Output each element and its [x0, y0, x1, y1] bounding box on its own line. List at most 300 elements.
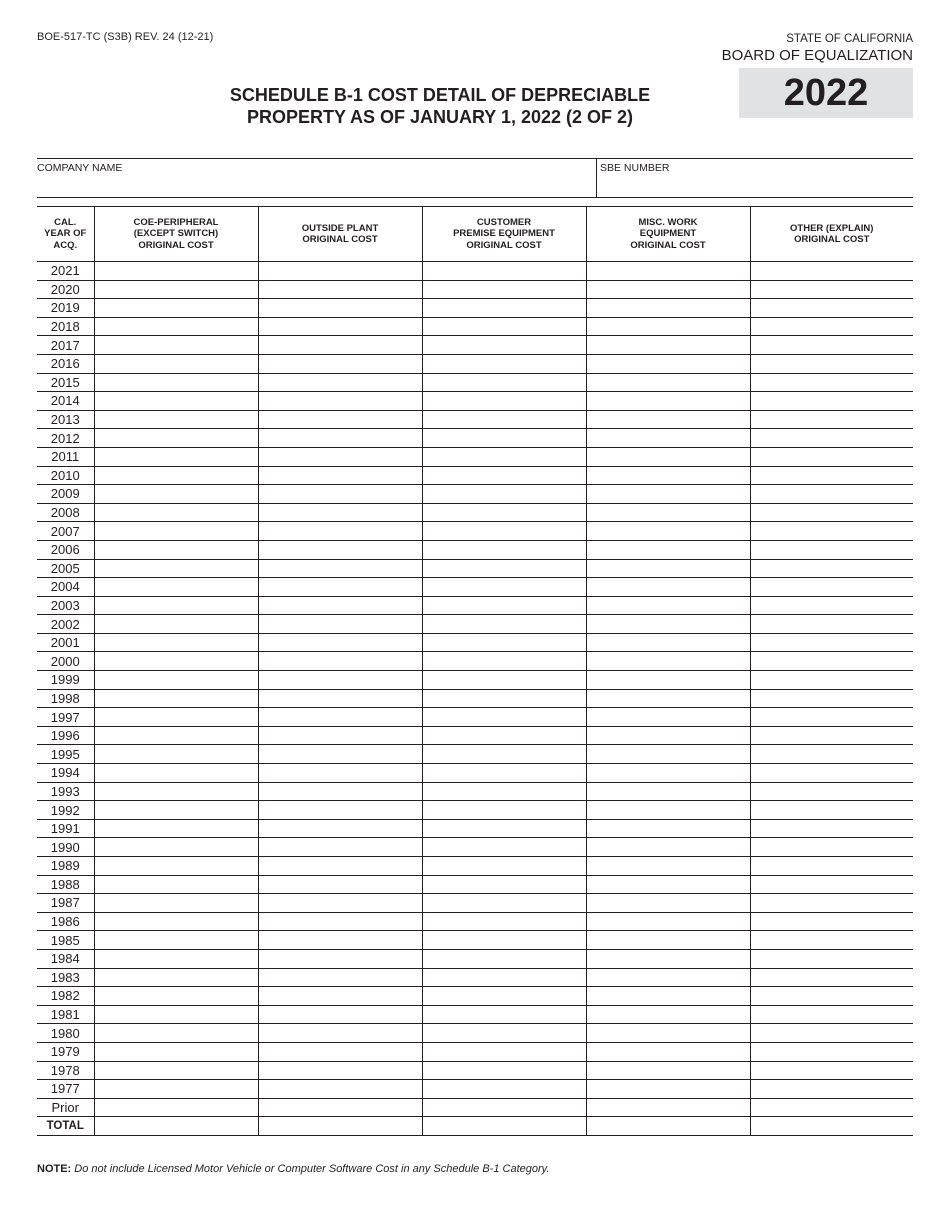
other-cost-cell[interactable] [750, 373, 913, 392]
total-other-cost-cell[interactable] [750, 1117, 913, 1136]
misc-work-cost-cell[interactable] [586, 522, 750, 541]
other-cost-cell[interactable] [750, 354, 913, 373]
coe-peripheral-cost-cell[interactable] [94, 578, 258, 597]
customer-premise-cost-cell[interactable] [422, 280, 586, 299]
column-header-line: OTHER (EXPLAIN) [790, 222, 874, 234]
coe-peripheral-cost-cell[interactable] [94, 280, 258, 299]
customer-premise-cost-cell[interactable] [422, 262, 586, 281]
coe-peripheral-cost-cell[interactable] [94, 987, 258, 1006]
outside-plant-cost-cell[interactable] [258, 931, 422, 950]
misc-work-cost-cell[interactable] [586, 317, 750, 336]
other-cost-cell[interactable] [750, 671, 913, 690]
misc-work-cost-cell[interactable] [586, 1061, 750, 1080]
misc-work-cost-cell[interactable] [586, 912, 750, 931]
customer-premise-cost-cell[interactable] [422, 1080, 586, 1099]
outside-plant-cost-cell[interactable] [258, 689, 422, 708]
customer-premise-cost-cell[interactable] [422, 652, 586, 671]
outside-plant-cost-cell[interactable] [258, 633, 422, 652]
other-cost-cell[interactable] [750, 726, 913, 745]
year-cell: 2017 [37, 336, 94, 355]
customer-premise-cost-cell[interactable] [422, 689, 586, 708]
year-cell: 1991 [37, 819, 94, 838]
misc-work-cost-cell[interactable] [586, 578, 750, 597]
other-cost-cell[interactable] [750, 894, 913, 913]
other-cost-cell[interactable] [750, 912, 913, 931]
outside-plant-cost-cell[interactable] [258, 838, 422, 857]
company-name-field[interactable] [37, 159, 596, 197]
coe-peripheral-cost-cell[interactable] [94, 1098, 258, 1117]
table-row [37, 429, 913, 448]
col-outside-plant-header [258, 207, 422, 262]
total-row [37, 1117, 913, 1136]
customer-premise-cost-cell[interactable] [422, 726, 586, 745]
year-cell: 1981 [37, 1005, 94, 1024]
coe-peripheral-cost-cell[interactable] [94, 410, 258, 429]
coe-peripheral-cost-cell[interactable] [94, 429, 258, 448]
col-year-header [37, 207, 94, 262]
outside-plant-cost-cell[interactable] [258, 1005, 422, 1024]
year-cell: 1978 [37, 1061, 94, 1080]
outside-plant-cost-cell[interactable] [258, 559, 422, 578]
outside-plant-cost-cell[interactable] [258, 1042, 422, 1061]
other-cost-cell[interactable] [750, 801, 913, 820]
customer-premise-cost-cell[interactable] [422, 447, 586, 466]
coe-peripheral-cost-cell[interactable] [94, 875, 258, 894]
identification-row [37, 158, 913, 198]
total-customer-premise-cost-cell[interactable] [422, 1117, 586, 1136]
other-cost-cell[interactable] [750, 410, 913, 429]
total-coe-peripheral-cost-cell[interactable] [94, 1117, 258, 1136]
coe-peripheral-cost-cell[interactable] [94, 689, 258, 708]
customer-premise-cost-cell[interactable] [422, 1042, 586, 1061]
customer-premise-cost-cell[interactable] [422, 745, 586, 764]
misc-work-cost-cell[interactable] [586, 299, 750, 318]
misc-work-cost-cell[interactable] [586, 801, 750, 820]
misc-work-cost-cell[interactable] [586, 875, 750, 894]
customer-premise-cost-cell[interactable] [422, 1024, 586, 1043]
misc-work-cost-cell[interactable] [586, 596, 750, 615]
other-cost-cell[interactable] [750, 596, 913, 615]
other-cost-cell[interactable] [750, 745, 913, 764]
coe-peripheral-cost-cell[interactable] [94, 801, 258, 820]
other-cost-cell[interactable] [750, 838, 913, 857]
table-row [37, 262, 913, 281]
outside-plant-cost-cell[interactable] [258, 1080, 422, 1099]
misc-work-cost-cell[interactable] [586, 540, 750, 559]
misc-work-cost-cell[interactable] [586, 1098, 750, 1117]
table-row [37, 503, 913, 522]
table-row [37, 801, 913, 820]
outside-plant-cost-cell[interactable] [258, 745, 422, 764]
outside-plant-cost-cell[interactable] [258, 726, 422, 745]
outside-plant-cost-cell[interactable] [258, 782, 422, 801]
other-cost-cell[interactable] [750, 1098, 913, 1117]
year-cell: 2016 [37, 354, 94, 373]
outside-plant-cost-cell[interactable] [258, 354, 422, 373]
misc-work-cost-cell[interactable] [586, 447, 750, 466]
misc-work-cost-cell[interactable] [586, 336, 750, 355]
table-row [37, 968, 913, 987]
other-cost-cell[interactable] [750, 987, 913, 1006]
table-row [37, 410, 913, 429]
misc-work-cost-cell[interactable] [586, 726, 750, 745]
table-row [37, 540, 913, 559]
year-cell: 1986 [37, 912, 94, 931]
note-text: Do not include Licensed Motor Vehicle or Computer Software Cost in any Schedule B-1 Category. [74, 1163, 550, 1175]
table-row [37, 447, 913, 466]
customer-premise-cost-cell[interactable] [422, 764, 586, 783]
other-cost-cell[interactable] [750, 503, 913, 522]
year-cell: 2005 [37, 559, 94, 578]
other-cost-cell[interactable] [750, 1005, 913, 1024]
year-cell: 2010 [37, 466, 94, 485]
total-misc-work-cost-cell[interactable] [586, 1117, 750, 1136]
customer-premise-cost-cell[interactable] [422, 466, 586, 485]
year-cell: 2009 [37, 485, 94, 504]
coe-peripheral-cost-cell[interactable] [94, 819, 258, 838]
coe-peripheral-cost-cell[interactable] [94, 1042, 258, 1061]
customer-premise-cost-cell[interactable] [422, 392, 586, 411]
coe-peripheral-cost-cell[interactable] [94, 466, 258, 485]
other-cost-cell[interactable] [750, 1080, 913, 1099]
customer-premise-cost-cell[interactable] [422, 336, 586, 355]
year-cell: 1988 [37, 875, 94, 894]
year-cell: 1977 [37, 1080, 94, 1099]
customer-premise-cost-cell[interactable] [422, 912, 586, 931]
misc-work-cost-cell[interactable] [586, 503, 750, 522]
misc-work-cost-cell[interactable] [586, 931, 750, 950]
outside-plant-cost-cell[interactable] [258, 280, 422, 299]
customer-premise-cost-cell[interactable] [422, 949, 586, 968]
customer-premise-cost-cell[interactable] [422, 633, 586, 652]
coe-peripheral-cost-cell[interactable] [94, 392, 258, 411]
outside-plant-cost-cell[interactable] [258, 968, 422, 987]
year-badge: 2022 [739, 68, 913, 118]
coe-peripheral-cost-cell[interactable] [94, 857, 258, 876]
customer-premise-cost-cell[interactable] [422, 429, 586, 448]
outside-plant-cost-cell[interactable] [258, 764, 422, 783]
table-row [37, 782, 913, 801]
misc-work-cost-cell[interactable] [586, 466, 750, 485]
customer-premise-cost-cell[interactable] [422, 671, 586, 690]
customer-premise-cost-cell[interactable] [422, 857, 586, 876]
other-cost-cell[interactable] [750, 633, 913, 652]
other-cost-cell[interactable] [750, 317, 913, 336]
table-row [37, 1061, 913, 1080]
coe-peripheral-cost-cell[interactable] [94, 708, 258, 727]
misc-work-cost-cell[interactable] [586, 262, 750, 281]
misc-work-cost-cell[interactable] [586, 373, 750, 392]
outside-plant-cost-cell[interactable] [258, 578, 422, 597]
year-cell: Prior [37, 1098, 94, 1117]
misc-work-cost-cell[interactable] [586, 392, 750, 411]
customer-premise-cost-cell[interactable] [422, 987, 586, 1006]
coe-peripheral-cost-cell[interactable] [94, 1024, 258, 1043]
outside-plant-cost-cell[interactable] [258, 429, 422, 448]
coe-peripheral-cost-cell[interactable] [94, 373, 258, 392]
other-cost-cell[interactable] [750, 968, 913, 987]
customer-premise-cost-cell[interactable] [422, 968, 586, 987]
year-cell: 1996 [37, 726, 94, 745]
misc-work-cost-cell[interactable] [586, 857, 750, 876]
misc-work-cost-cell[interactable] [586, 1024, 750, 1043]
customer-premise-cost-cell[interactable] [422, 373, 586, 392]
misc-work-cost-cell[interactable] [586, 633, 750, 652]
coe-peripheral-cost-cell[interactable] [94, 745, 258, 764]
year-cell: 2002 [37, 615, 94, 634]
misc-work-cost-cell[interactable] [586, 745, 750, 764]
table-row [37, 671, 913, 690]
outside-plant-cost-cell[interactable] [258, 373, 422, 392]
coe-peripheral-cost-cell[interactable] [94, 726, 258, 745]
outside-plant-cost-cell[interactable] [258, 336, 422, 355]
customer-premise-cost-cell[interactable] [422, 801, 586, 820]
coe-peripheral-cost-cell[interactable] [94, 764, 258, 783]
year-cell: 2007 [37, 522, 94, 541]
other-cost-cell[interactable] [750, 875, 913, 894]
misc-work-cost-cell[interactable] [586, 838, 750, 857]
other-cost-cell[interactable] [750, 540, 913, 559]
coe-peripheral-cost-cell[interactable] [94, 782, 258, 801]
outside-plant-cost-cell[interactable] [258, 857, 422, 876]
other-cost-cell[interactable] [750, 652, 913, 671]
coe-peripheral-cost-cell[interactable] [94, 354, 258, 373]
other-cost-cell[interactable] [750, 1024, 913, 1043]
customer-premise-cost-cell[interactable] [422, 1061, 586, 1080]
column-header-line: COE-PERIPHERAL [133, 216, 219, 228]
outside-plant-cost-cell[interactable] [258, 466, 422, 485]
customer-premise-cost-cell[interactable] [422, 894, 586, 913]
year-cell: 2015 [37, 373, 94, 392]
table-row [37, 708, 913, 727]
other-cost-cell[interactable] [750, 764, 913, 783]
column-header-line: OUTSIDE PLANT [301, 222, 379, 234]
misc-work-cost-cell[interactable] [586, 689, 750, 708]
other-cost-cell[interactable] [750, 336, 913, 355]
other-cost-cell[interactable] [750, 949, 913, 968]
other-cost-cell[interactable] [750, 857, 913, 876]
coe-peripheral-cost-cell[interactable] [94, 317, 258, 336]
table-row [37, 987, 913, 1006]
column-header-line: PREMISE EQUIPMENT [453, 228, 555, 240]
total-label: TOTAL [37, 1117, 94, 1136]
year-cell: 2001 [37, 633, 94, 652]
outside-plant-cost-cell[interactable] [258, 987, 422, 1006]
outside-plant-cost-cell[interactable] [258, 671, 422, 690]
coe-peripheral-cost-cell[interactable] [94, 838, 258, 857]
misc-work-cost-cell[interactable] [586, 280, 750, 299]
customer-premise-cost-cell[interactable] [422, 708, 586, 727]
misc-work-cost-cell[interactable] [586, 1080, 750, 1099]
year-cell: 2020 [37, 280, 94, 299]
misc-work-cost-cell[interactable] [586, 652, 750, 671]
customer-premise-cost-cell[interactable] [422, 522, 586, 541]
misc-work-cost-cell[interactable] [586, 615, 750, 634]
outside-plant-cost-cell[interactable] [258, 1098, 422, 1117]
outside-plant-cost-cell[interactable] [258, 1061, 422, 1080]
outside-plant-cost-cell[interactable] [258, 801, 422, 820]
table-row [37, 280, 913, 299]
outside-plant-cost-cell[interactable] [258, 615, 422, 634]
year-cell: 1998 [37, 689, 94, 708]
other-cost-cell[interactable] [750, 522, 913, 541]
year-cell: 2018 [37, 317, 94, 336]
misc-work-cost-cell[interactable] [586, 485, 750, 504]
customer-premise-cost-cell[interactable] [422, 559, 586, 578]
sbe-number-field[interactable] [596, 159, 913, 197]
misc-work-cost-cell[interactable] [586, 1005, 750, 1024]
customer-premise-cost-cell[interactable] [422, 354, 586, 373]
outside-plant-cost-cell[interactable] [258, 652, 422, 671]
other-cost-cell[interactable] [750, 262, 913, 281]
coe-peripheral-cost-cell[interactable] [94, 540, 258, 559]
table-row [37, 615, 913, 634]
outside-plant-cost-cell[interactable] [258, 447, 422, 466]
coe-peripheral-cost-cell[interactable] [94, 894, 258, 913]
other-cost-cell[interactable] [750, 447, 913, 466]
misc-work-cost-cell[interactable] [586, 1042, 750, 1061]
outside-plant-cost-cell[interactable] [258, 1024, 422, 1043]
outside-plant-cost-cell[interactable] [258, 819, 422, 838]
misc-work-cost-cell[interactable] [586, 987, 750, 1006]
other-cost-cell[interactable] [750, 689, 913, 708]
other-cost-cell[interactable] [750, 931, 913, 950]
outside-plant-cost-cell[interactable] [258, 708, 422, 727]
customer-premise-cost-cell[interactable] [422, 540, 586, 559]
outside-plant-cost-cell[interactable] [258, 485, 422, 504]
coe-peripheral-cost-cell[interactable] [94, 912, 258, 931]
other-cost-cell[interactable] [750, 615, 913, 634]
customer-premise-cost-cell[interactable] [422, 615, 586, 634]
other-cost-cell[interactable] [750, 1042, 913, 1061]
misc-work-cost-cell[interactable] [586, 819, 750, 838]
year-cell: 2021 [37, 262, 94, 281]
coe-peripheral-cost-cell[interactable] [94, 633, 258, 652]
outside-plant-cost-cell[interactable] [258, 596, 422, 615]
misc-work-cost-cell[interactable] [586, 671, 750, 690]
coe-peripheral-cost-cell[interactable] [94, 671, 258, 690]
other-cost-cell[interactable] [750, 782, 913, 801]
col-coe-peripheral-header [94, 207, 258, 262]
outside-plant-cost-cell[interactable] [258, 392, 422, 411]
misc-work-cost-cell[interactable] [586, 949, 750, 968]
customer-premise-cost-cell[interactable] [422, 578, 586, 597]
coe-peripheral-cost-cell[interactable] [94, 949, 258, 968]
customer-premise-cost-cell[interactable] [422, 819, 586, 838]
coe-peripheral-cost-cell[interactable] [94, 485, 258, 504]
coe-peripheral-cost-cell[interactable] [94, 262, 258, 281]
other-cost-cell[interactable] [750, 578, 913, 597]
customer-premise-cost-cell[interactable] [422, 782, 586, 801]
total-outside-plant-cost-cell[interactable] [258, 1117, 422, 1136]
outside-plant-cost-cell[interactable] [258, 540, 422, 559]
outside-plant-cost-cell[interactable] [258, 912, 422, 931]
table-row [37, 819, 913, 838]
table-row [37, 1080, 913, 1099]
other-cost-cell[interactable] [750, 392, 913, 411]
misc-work-cost-cell[interactable] [586, 708, 750, 727]
coe-peripheral-cost-cell[interactable] [94, 968, 258, 987]
other-cost-cell[interactable] [750, 429, 913, 448]
coe-peripheral-cost-cell[interactable] [94, 522, 258, 541]
misc-work-cost-cell[interactable] [586, 410, 750, 429]
other-cost-cell[interactable] [750, 299, 913, 318]
misc-work-cost-cell[interactable] [586, 559, 750, 578]
column-header-line: CAL. [54, 216, 77, 228]
coe-peripheral-cost-cell[interactable] [94, 1080, 258, 1099]
column-header-line: (EXCEPT SWITCH) [133, 228, 219, 240]
column-header-line: ORIGINAL COST [630, 239, 706, 251]
coe-peripheral-cost-cell[interactable] [94, 1005, 258, 1024]
customer-premise-cost-cell[interactable] [422, 317, 586, 336]
other-cost-cell[interactable] [750, 280, 913, 299]
form-id: BOE-517-TC (S3B) REV. 24 (12-21) [37, 31, 214, 43]
year-cell: 1980 [37, 1024, 94, 1043]
misc-work-cost-cell[interactable] [586, 782, 750, 801]
outside-plant-cost-cell[interactable] [258, 299, 422, 318]
table-row [37, 466, 913, 485]
other-cost-cell[interactable] [750, 559, 913, 578]
coe-peripheral-cost-cell[interactable] [94, 299, 258, 318]
coe-peripheral-cost-cell[interactable] [94, 596, 258, 615]
outside-plant-cost-cell[interactable] [258, 875, 422, 894]
year-cell: 2000 [37, 652, 94, 671]
table-row [37, 1024, 913, 1043]
table-row [37, 875, 913, 894]
customer-premise-cost-cell[interactable] [422, 838, 586, 857]
other-cost-cell[interactable] [750, 708, 913, 727]
other-cost-cell[interactable] [750, 466, 913, 485]
outside-plant-cost-cell[interactable] [258, 949, 422, 968]
misc-work-cost-cell[interactable] [586, 764, 750, 783]
outside-plant-cost-cell[interactable] [258, 894, 422, 913]
outside-plant-cost-cell[interactable] [258, 503, 422, 522]
col-misc-work-header [586, 207, 750, 262]
misc-work-cost-cell[interactable] [586, 429, 750, 448]
customer-premise-cost-cell[interactable] [422, 1098, 586, 1117]
customer-premise-cost-cell[interactable] [422, 1005, 586, 1024]
coe-peripheral-cost-cell[interactable] [94, 447, 258, 466]
outside-plant-cost-cell[interactable] [258, 317, 422, 336]
coe-peripheral-cost-cell[interactable] [94, 336, 258, 355]
customer-premise-cost-cell[interactable] [422, 596, 586, 615]
outside-plant-cost-cell[interactable] [258, 410, 422, 429]
other-cost-cell[interactable] [750, 1061, 913, 1080]
coe-peripheral-cost-cell[interactable] [94, 1061, 258, 1080]
year-cell: 1993 [37, 782, 94, 801]
other-cost-cell[interactable] [750, 485, 913, 504]
customer-premise-cost-cell[interactable] [422, 503, 586, 522]
customer-premise-cost-cell[interactable] [422, 299, 586, 318]
other-cost-cell[interactable] [750, 819, 913, 838]
coe-peripheral-cost-cell[interactable] [94, 931, 258, 950]
coe-peripheral-cost-cell[interactable] [94, 652, 258, 671]
misc-work-cost-cell[interactable] [586, 968, 750, 987]
outside-plant-cost-cell[interactable] [258, 522, 422, 541]
coe-peripheral-cost-cell[interactable] [94, 615, 258, 634]
customer-premise-cost-cell[interactable] [422, 485, 586, 504]
misc-work-cost-cell[interactable] [586, 894, 750, 913]
coe-peripheral-cost-cell[interactable] [94, 503, 258, 522]
misc-work-cost-cell[interactable] [586, 354, 750, 373]
coe-peripheral-cost-cell[interactable] [94, 559, 258, 578]
table-row [37, 931, 913, 950]
customer-premise-cost-cell[interactable] [422, 410, 586, 429]
outside-plant-cost-cell[interactable] [258, 262, 422, 281]
customer-premise-cost-cell[interactable] [422, 931, 586, 950]
year-cell: 1999 [37, 671, 94, 690]
customer-premise-cost-cell[interactable] [422, 875, 586, 894]
